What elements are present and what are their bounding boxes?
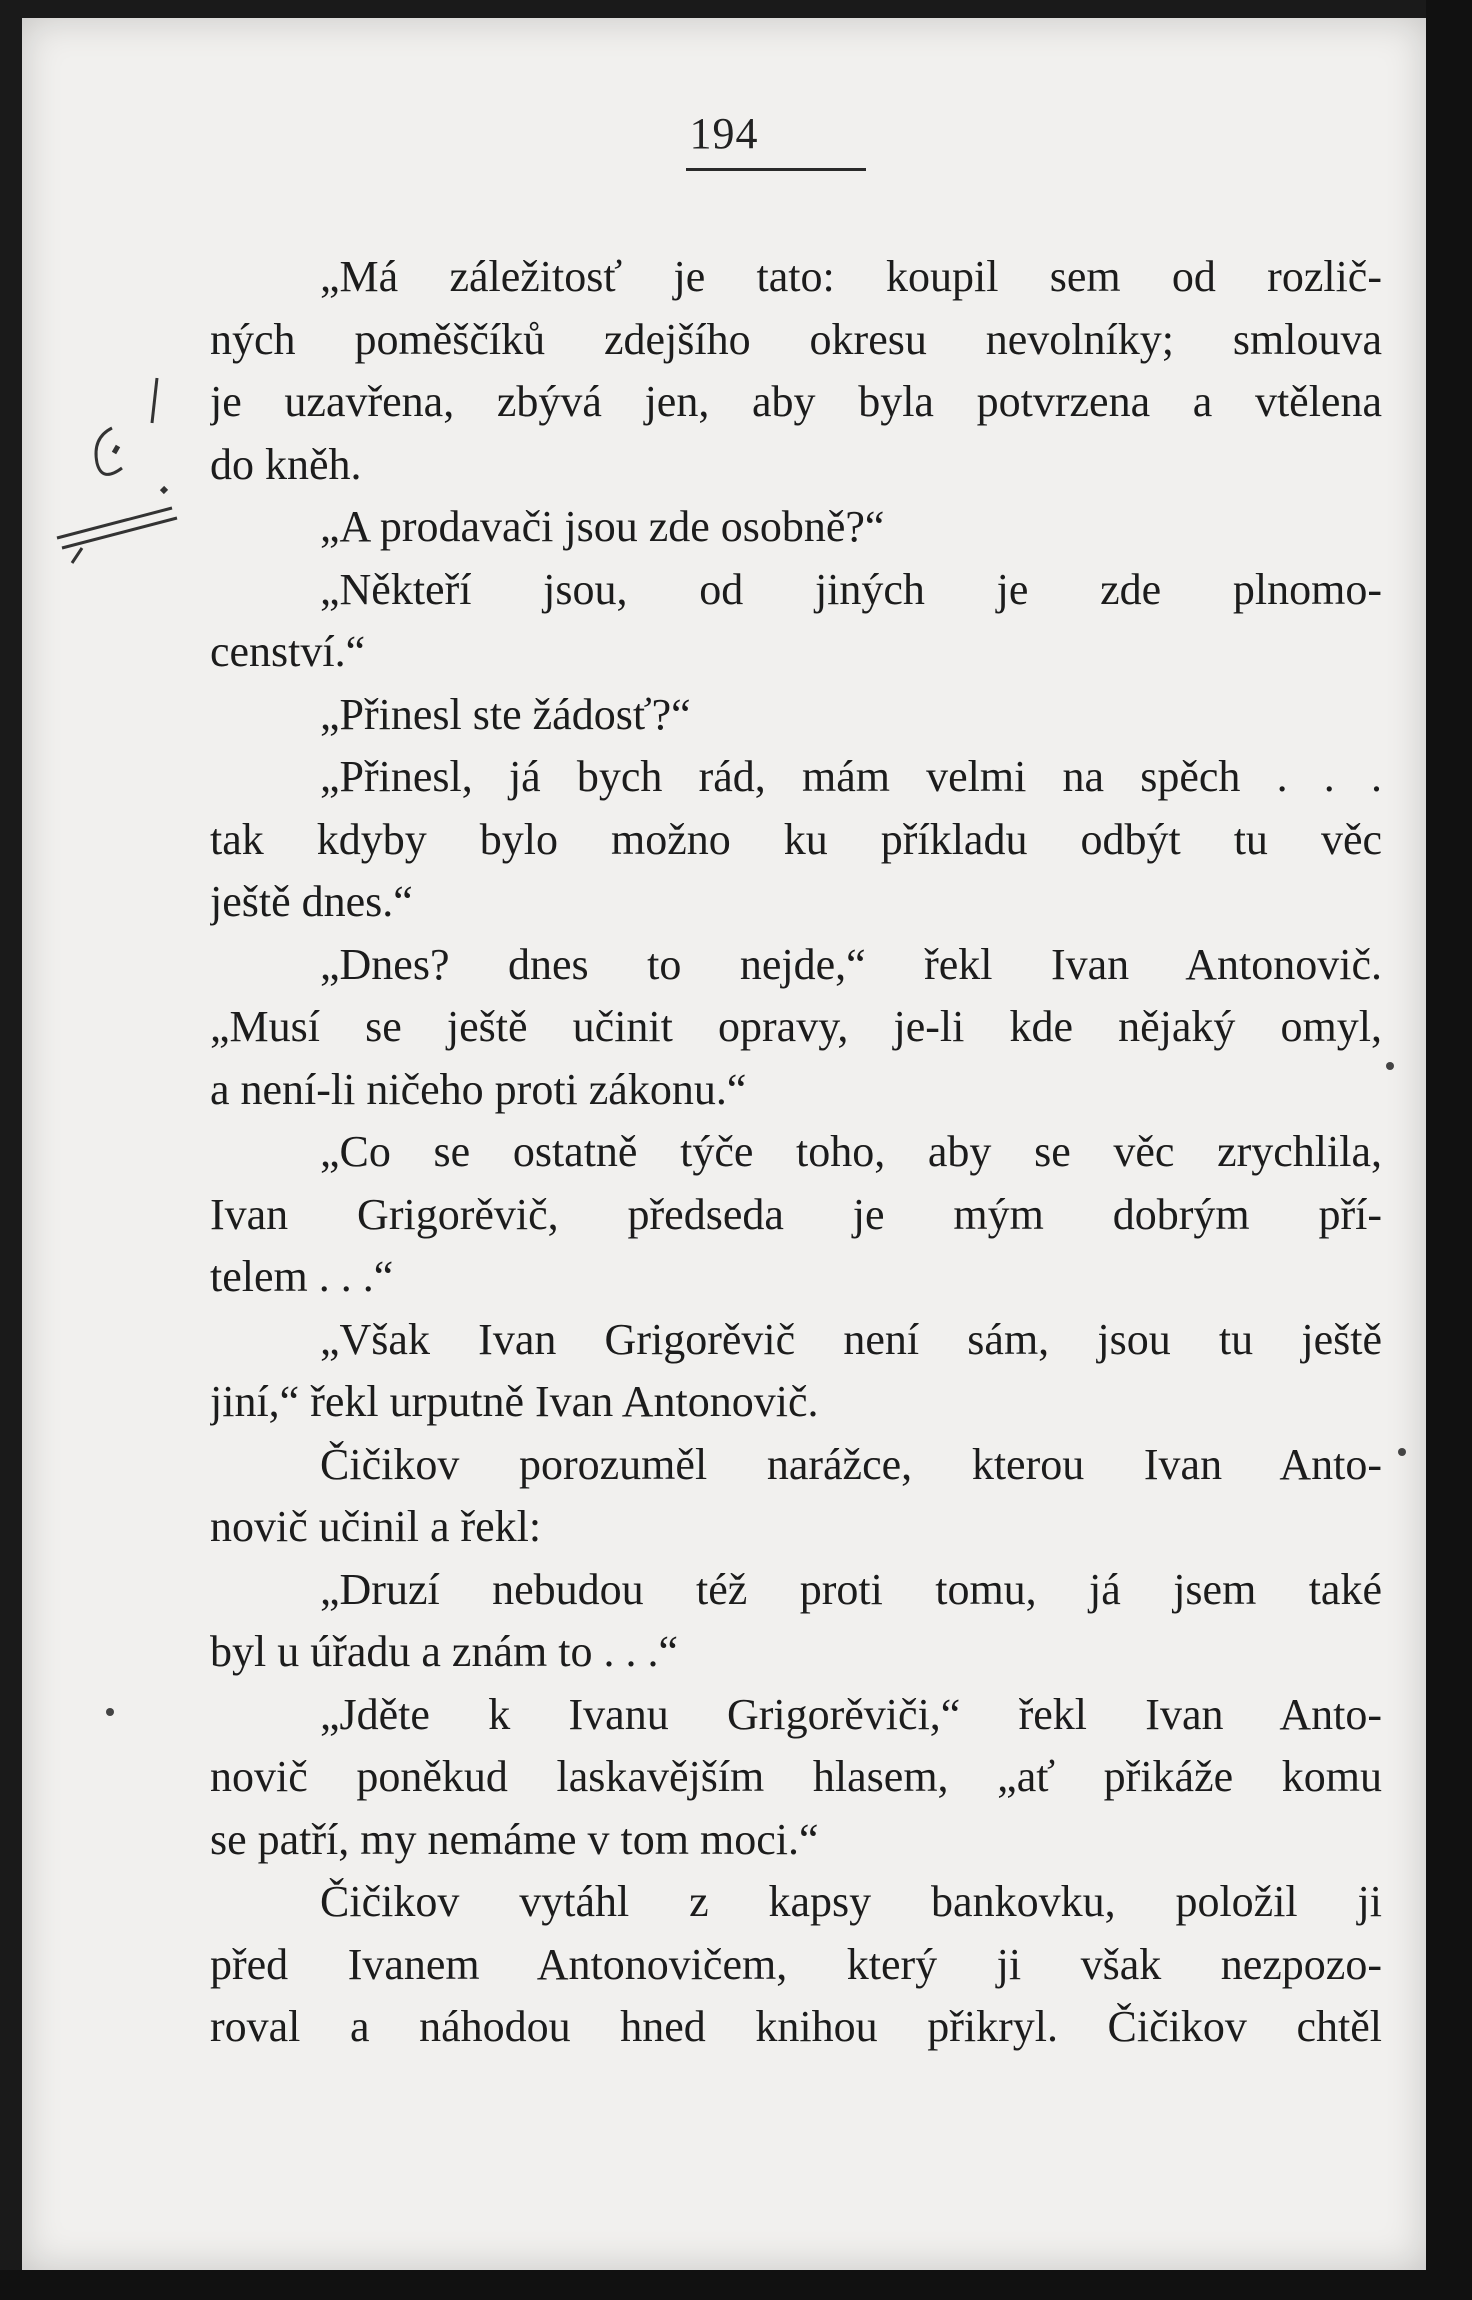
text-line: tak kdyby bylo možno ku příkladu odbýt tu věc (210, 814, 1382, 864)
text-line: „Jděte k Ivanu Grigorěviči,“ řekl Ivan Anto- (320, 1689, 1382, 1739)
text-line: jiní,“ řekl urputně Ivan Antonovič. (210, 1377, 819, 1426)
text-line: „Někteří jsou, od jiných je zde plnomo- (320, 564, 1382, 614)
book-page (22, 18, 1426, 2270)
text-line: „A prodavači jsou zde osobně?“ (320, 502, 885, 551)
text-line: „Musí se ještě učinit opravy, je-li kde nějaký omyl, (210, 1002, 1382, 1051)
text-line: „Má záležitosť je tato: koupil sem od rozlič- (320, 252, 1382, 301)
text-line: ných poměščíků zdejšího okresu nevolníky; smlouva (210, 314, 1382, 364)
text-line: Čičikov vytáhl z kapsy bankovku, položil ji (320, 1877, 1382, 1926)
ink-speck (1398, 1448, 1406, 1456)
text-line: telem . . .“ (210, 1252, 394, 1301)
text-line: „Co se ostatně týče toho, aby se věc zrychlila, (320, 1127, 1382, 1176)
body-text (210, 246, 1382, 2059)
text-line: „Druzí nebudou též proti tomu, já jsem také (320, 1564, 1382, 1614)
text-line: je uzavřena, zbývá jen, aby byla potvrzena a vtělena (210, 377, 1382, 426)
text-line: byl u úřadu a znám to . . .“ (210, 1627, 678, 1676)
text-line: Ivan Grigorěvič, předseda je mým dobrým pří- (210, 1189, 1382, 1239)
text-line: „Dnes? dnes to nejde,“ řekl Ivan Antonovič. (320, 939, 1382, 989)
text-line: se patří, my nemáme v tom moci.“ (210, 1814, 819, 1864)
text-line: roval a náhodou hned knihou přikryl. Čičikov chtěl (210, 2002, 1382, 2051)
margin-pencil-marks (52, 368, 182, 598)
scan-edge-bottom (0, 2270, 1472, 2300)
text-line: novič poněkud laskavějším hlasem, „ať přikáže komu (210, 1752, 1382, 1801)
page-number: 194 (689, 109, 759, 158)
text-line: cenství.“ (210, 627, 366, 676)
text-line: novič učinil a řekl: (210, 1502, 542, 1551)
text-line: do kněh. (210, 439, 362, 489)
ink-speck (1386, 1062, 1394, 1070)
text-line: před Ivanem Antonovičem, který ji však nezpozo- (210, 1939, 1382, 1989)
ink-speck (106, 1708, 114, 1716)
scan-edge-right (1426, 0, 1472, 2300)
text-line: ještě dnes.“ (210, 877, 413, 926)
text-line: Čičikov porozuměl narážce, kterou Ivan Anto- (320, 1439, 1382, 1489)
text-line: „Přinesl, já bych rád, mám velmi na spěch . . . (320, 752, 1382, 801)
page-number-rule (686, 168, 866, 171)
text-line: „Přinesl ste žádosť?“ (320, 689, 691, 739)
text-line: „Však Ivan Grigorěvič není sám, jsou tu ještě (320, 1314, 1382, 1364)
text-line: a není-li ničeho proti zákonu.“ (210, 1064, 747, 1114)
